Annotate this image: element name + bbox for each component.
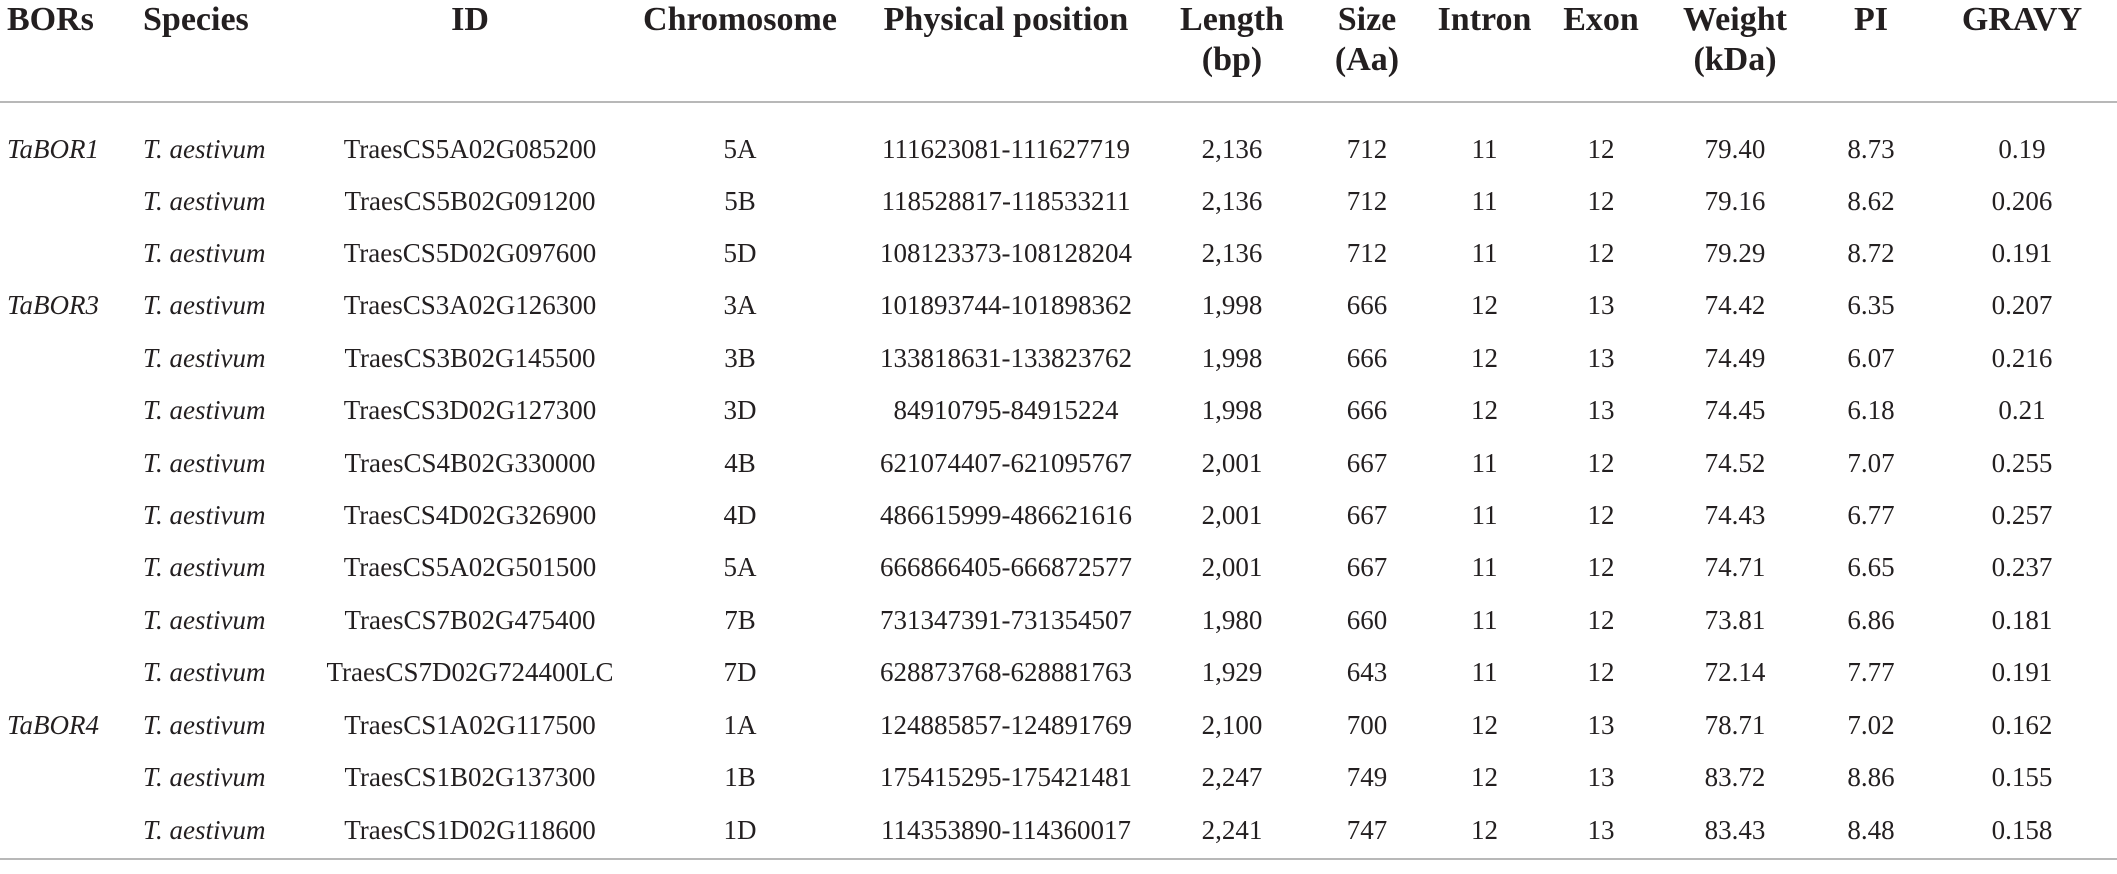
cell-intron: 12 [1422,804,1547,859]
cell-size: 712 [1346,185,1388,216]
cell-weight: 74.49 [1704,342,1766,373]
cell-pi: 8.73 [1847,133,1895,164]
cell-bors [0,385,130,437]
cell-intron: 11 [1471,657,1498,688]
cell-intron: 12 [1471,395,1498,426]
cell-chromosome: 7D [723,657,757,688]
cell-length: 2,241 [1152,804,1312,859]
cell-gravy: 0.257 [1991,500,2053,531]
cell-gravy: 0.191 [1991,657,2053,688]
cell-size: 666 [1346,395,1388,426]
cell-weight: 79.16 [1704,185,1766,216]
cell-species: T. aestivum [143,342,266,373]
cell-intron: 12 [1471,290,1498,321]
cell-position: 628873768-628881763 [880,657,1132,688]
cell-length: 2,136 [1201,133,1263,164]
cell-pi: 8.72 [1847,238,1895,269]
cell-size: 667 [1346,447,1388,478]
cell-size: 712 [1346,238,1388,269]
cell-chromosome: 5D [723,238,757,269]
column-header-length-line: Length [1180,1,1284,38]
cell-species: T. aestivum [130,804,320,859]
column-header-pi [1815,0,1927,102]
cell-species: T. aestivum [143,761,266,792]
table-row [0,804,2117,859]
cell-intron: 11 [1471,552,1498,583]
cell-bors [0,751,130,803]
cell-position: 111623081-111627719 [882,133,1130,164]
cell-position: 731347391-731354507 [880,604,1132,635]
cell-weight: 79.29 [1704,238,1766,269]
cell-chromosome: 5B [724,185,756,216]
cell-position: 666866405-666872577 [880,552,1132,583]
cell-species: T. aestivum [143,395,266,426]
cell-species: T. aestivum [143,238,266,269]
cell-pi: 6.07 [1847,342,1895,373]
table-row [0,280,2117,332]
table-header [0,0,2117,102]
table-row [0,594,2117,646]
cell-chromosome: 3A [723,290,757,321]
cell-intron: 11 [1471,604,1498,635]
cell-id: TraesCS3A02G126300 [343,290,597,321]
cell-id: TraesCS7D02G724400LC [326,657,614,688]
cell-chromosome: 5A [723,133,757,164]
cell-species: T. aestivum [143,447,266,478]
column-header-weight-line: (kDa) [1693,41,1777,78]
cell-exon: 13 [1587,709,1615,740]
cell-intron: 11 [1471,447,1498,478]
cell-bors [0,175,130,227]
cell-pi: 7.02 [1847,709,1895,740]
cell-size: 660 [1346,604,1388,635]
table-row [0,102,2117,175]
cell-species: T. aestivum [143,290,266,321]
cell-length: 1,998 [1201,395,1263,426]
cell-species: T. aestivum [143,133,266,164]
cell-size: 667 [1346,500,1388,531]
cell-position: 84910795-84915224 [893,395,1119,426]
cell-id: TraesCS3B02G145500 [344,342,596,373]
column-header-size-line: (Aa) [1334,41,1400,78]
cell-chromosome: 7B [724,604,756,635]
cell-gravy: 0.21 [1998,395,2046,426]
cell-length: 1,929 [1201,657,1263,688]
cell-bors: TaBOR1 [7,133,100,164]
cell-bors [0,437,130,489]
cell-length: 1,998 [1201,290,1263,321]
cell-id: TraesCS1B02G137300 [344,761,596,792]
cell-bors [0,542,130,594]
cell-exon: 12 [1587,552,1615,583]
cell-length: 2,001 [1201,552,1263,583]
column-header-position [860,0,1152,102]
cell-pi: 6.18 [1847,395,1895,426]
cell-intron: 12 [1471,709,1498,740]
cell-species: T. aestivum [143,552,266,583]
cell-exon: 12 [1587,185,1615,216]
cell-length: 2,136 [1201,185,1263,216]
cell-weight: 83.43 [1655,804,1815,859]
cell-id: TraesCS5D02G097600 [343,238,597,269]
cell-bors [0,332,130,384]
cell-bors [0,227,130,279]
cell-size: 666 [1346,342,1388,373]
cell-weight: 78.71 [1704,709,1766,740]
cell-exon: 13 [1547,804,1655,859]
table-row [0,175,2117,227]
cell-position: 133818631-133823762 [880,342,1132,373]
column-header-intron [1422,0,1547,102]
cell-pi: 6.65 [1847,552,1895,583]
cell-species: T. aestivum [143,709,266,740]
cell-weight: 74.71 [1704,552,1766,583]
column-header-exon-line: Exon [1563,1,1639,38]
header-row [0,0,2117,102]
cell-position: 175415295-175421481 [880,761,1132,792]
cell-weight: 83.72 [1704,761,1766,792]
cell-chromosome: 1D [620,804,860,859]
cell-chromosome: 3B [724,342,756,373]
cell-weight: 74.45 [1704,395,1766,426]
column-header-pi-line: PI [1854,1,1888,38]
column-header-position-line: Physical position [883,1,1129,38]
cell-exon: 13 [1587,290,1615,321]
cell-size: 666 [1346,290,1388,321]
cell-id: TraesCS5A02G085200 [343,133,597,164]
cell-pi: 7.07 [1847,447,1895,478]
cell-length: 1,980 [1201,604,1263,635]
table-row [0,699,2117,751]
cell-length: 2,001 [1201,500,1263,531]
cell-gravy: 0.155 [1991,761,2053,792]
table-row [0,647,2117,699]
table-row [0,332,2117,384]
column-header-weight [1655,0,1815,102]
cell-gravy: 0.19 [1998,133,2046,164]
cell-size: 667 [1346,552,1388,583]
cell-position: 108123373-108128204 [880,238,1132,269]
column-header-chromosome [620,0,860,102]
cell-exon: 12 [1587,133,1615,164]
cell-weight: 74.43 [1704,500,1766,531]
cell-pi: 6.77 [1847,500,1895,531]
cell-id: TraesCS5B02G091200 [344,185,596,216]
cell-length: 2,001 [1201,447,1263,478]
column-header-size-line: Size [1337,1,1397,38]
cell-bors [0,489,130,541]
cell-exon: 12 [1587,500,1615,531]
cell-id: TraesCS1D02G118600 [320,804,620,859]
cell-id: TraesCS3D02G127300 [343,395,597,426]
cell-id: TraesCS5A02G501500 [343,552,597,583]
cell-species: T. aestivum [143,185,266,216]
cell-pi: 8.48 [1815,804,1927,859]
cell-chromosome: 1B [724,761,756,792]
cell-gravy: 0.191 [1991,238,2053,269]
cell-chromosome: 1A [723,709,757,740]
cell-position: 621074407-621095767 [880,447,1132,478]
table-row [0,542,2117,594]
cell-chromosome: 5A [723,552,757,583]
cell-length: 2,136 [1201,238,1263,269]
cell-pi: 8.62 [1847,185,1895,216]
cell-intron: 12 [1471,761,1498,792]
cell-gravy: 0.255 [1991,447,2053,478]
cell-intron: 12 [1471,342,1498,373]
column-header-exon [1547,0,1655,102]
cell-weight: 74.42 [1704,290,1766,321]
column-header-bors-line: BORs [7,1,94,38]
cell-gravy: 0.237 [1991,552,2053,583]
cell-length: 2,100 [1201,709,1263,740]
table-row [0,437,2117,489]
cell-exon: 13 [1587,342,1615,373]
table-row [0,385,2117,437]
cell-id: TraesCS1A02G117500 [344,709,596,740]
column-header-gravy-line: GRAVY [1961,1,2083,38]
cell-gravy: 0.207 [1991,290,2053,321]
column-header-size [1312,0,1422,102]
cell-size: 643 [1346,657,1388,688]
cell-weight: 79.40 [1704,133,1766,164]
column-header-species-line: Species [143,1,249,38]
column-header-chromosome-line: Chromosome [643,1,837,38]
cell-bors [0,594,130,646]
cell-length: 2,247 [1201,761,1263,792]
column-header-id [320,0,620,102]
cell-intron: 11 [1471,133,1498,164]
cell-bors: TaBOR3 [7,290,100,321]
cell-id: TraesCS4D02G326900 [343,500,597,531]
column-header-intron-line: Intron [1437,1,1532,38]
cell-weight: 73.81 [1704,604,1766,635]
cell-size: 747 [1312,804,1422,859]
cell-gravy: 0.158 [1927,804,2117,859]
cell-chromosome: 3D [723,395,757,426]
column-header-id-line: ID [451,1,489,38]
cell-pi: 8.86 [1847,761,1895,792]
cell-size: 712 [1346,133,1388,164]
cell-species: T. aestivum [143,604,266,635]
cell-position: 118528817-118533211 [881,185,1131,216]
cell-size: 700 [1346,709,1388,740]
cell-bors [0,804,130,859]
cell-chromosome: 4D [723,500,757,531]
table-row [0,489,2117,541]
cell-gravy: 0.181 [1991,604,2053,635]
cell-id: TraesCS7B02G475400 [344,604,596,635]
table-row [0,227,2117,279]
column-header-gravy [1927,0,2117,102]
cell-weight: 74.52 [1704,447,1766,478]
cell-species: T. aestivum [143,500,266,531]
column-header-weight-line: Weight [1683,1,1787,38]
cell-length: 1,998 [1201,342,1263,373]
cell-pi: 7.77 [1847,657,1895,688]
column-header-length-line: (bp) [1201,41,1263,78]
column-header-bors [0,0,130,102]
table-body [0,102,2117,859]
cell-weight: 72.14 [1704,657,1766,688]
cell-bors [0,647,130,699]
cell-gravy: 0.206 [1991,185,2053,216]
cell-gravy: 0.216 [1991,342,2053,373]
cell-exon: 12 [1587,657,1615,688]
cell-bors: TaBOR4 [7,709,100,740]
cell-gravy: 0.162 [1991,709,2053,740]
column-header-species [130,0,320,102]
cell-position: 124885857-124891769 [880,709,1132,740]
cell-id: TraesCS4B02G330000 [344,447,596,478]
table-row [0,751,2117,803]
cell-species: T. aestivum [143,657,266,688]
cell-exon: 13 [1587,761,1615,792]
cell-pi: 6.86 [1847,604,1895,635]
cell-exon: 13 [1587,395,1615,426]
cell-intron: 11 [1471,185,1498,216]
cell-exon: 12 [1587,447,1615,478]
cell-position: 486615999-486621616 [880,500,1132,531]
cell-chromosome: 4B [724,447,756,478]
cell-position: 101893744-101898362 [880,290,1132,321]
cell-exon: 12 [1587,604,1615,635]
cell-position: 114353890-114360017 [860,804,1152,859]
cell-pi: 6.35 [1847,290,1895,321]
cell-size: 749 [1346,761,1388,792]
column-header-length [1152,0,1312,102]
cell-intron: 11 [1471,238,1498,269]
cell-exon: 12 [1587,238,1615,269]
cell-intron: 11 [1471,500,1498,531]
